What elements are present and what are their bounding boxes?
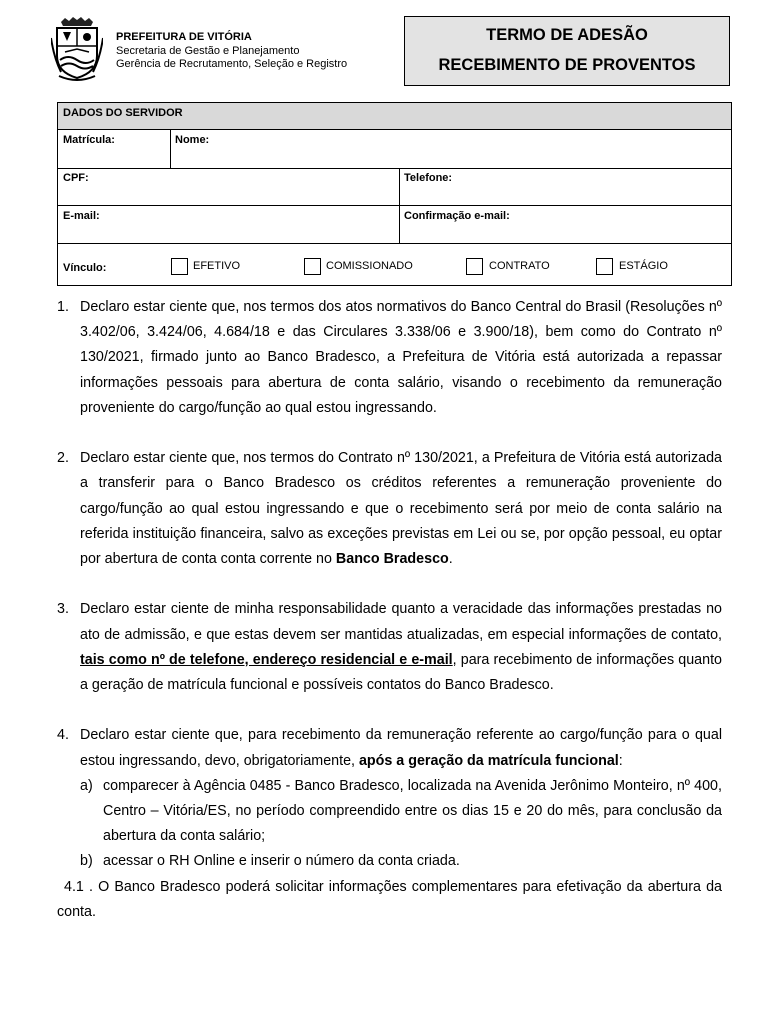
clause-number: 1.: [57, 299, 69, 315]
document-title: TERMO DE ADESÃO: [486, 26, 648, 44]
comissionado-label: COMISSIONADO: [326, 260, 413, 272]
telefone-field[interactable]: Telefone:: [404, 172, 453, 184]
form-section-title: DADOS DO SERVIDOR: [58, 103, 731, 129]
clause-text: Declaro estar ciente que, nos termos dos atos normativos do Banco Central do Brasil (Resoluções nº 3.402/06, 3.424/06, 4.684/18 e das Circulares 3.338/06 e 3.900/18), bem como do Contrato nº 130/2021, firmado junto ao Banco Bradesco, a Prefeitura de Vitória está autorizada a repassar informações pessoais para abertura de conta salário, visando o recebimento da remuneração proveniente do cargo/função ao qual estou ingressando.: [80, 299, 722, 416]
sub-item-letter: b): [80, 853, 93, 870]
contrato-checkbox[interactable]: [466, 258, 483, 275]
divider: [58, 205, 731, 206]
clause-4-1: 4.1 . O Banco Bradesco poderá solicitar informações complementares para efetivação da abertura da conta.: [57, 878, 722, 920]
division-name: Gerência de Recrutamento, Seleção e Registro: [116, 58, 348, 70]
clause-number: 4.: [57, 727, 69, 744]
estagio-label: ESTÁGIO: [619, 260, 668, 272]
matricula-emphasis: após a geração da matrícula funcional: [358, 752, 619, 769]
declaration-clauses: [57, 295, 722, 925]
clause-number: 2.: [57, 450, 69, 467]
clause-3: [57, 597, 722, 698]
vinculo-label: Vínculo:: [63, 262, 107, 274]
divider: [170, 129, 171, 168]
contrato-label: CONTRATO: [489, 260, 550, 272]
estagio-checkbox[interactable]: [596, 258, 613, 275]
employee-data-form: [57, 102, 732, 286]
clause-text-end: :: [618, 752, 623, 769]
organization-name: PREFEITURA DE VITÓRIA: [116, 31, 252, 43]
clause-text-end: .: [448, 551, 453, 568]
divider: [58, 129, 731, 130]
clause-4b: [57, 849, 722, 874]
divider: [399, 168, 400, 243]
sub-item-text: comparecer à Agência 0485 - Banco Bradesco, localizada na Avenida Jerônimo Monteiro, nº 400, Centro – Vitória/ES, no período compreendido entre os dias 15 e 20 do mês, para conclusão da abertura da conta salário;: [103, 777, 722, 845]
divider: [58, 168, 731, 169]
sub-item-text: acessar o RH Online e inserir o número da conta criada.: [103, 853, 460, 870]
clause-number: 3.: [57, 601, 69, 618]
clause-text-end: , para recebimento de informações quanto a geração de matrícula funcional e possíveis contatos do Banco Bradesco.: [80, 651, 722, 694]
comissionado-checkbox[interactable]: [304, 258, 321, 275]
clause-1: [57, 295, 722, 421]
document-title-box: [404, 16, 730, 86]
clause-4: [57, 723, 722, 773]
clause-text: Declaro estar ciente que, nos termos do Contrato nº 130/2021, a Prefeitura de Vitória está autorizada a transferir para o Banco Bradesco os créditos referentes a remuneração proveniente do cargo/função ao qual estou ingressando e que o recebimento será por meio de conta salário na referida instituição financeira, salvo as exceções previstas em Lei ou se, por opção pessoal, eu optar por abertura de conta conta corrente no: [80, 450, 722, 568]
department-name: Secretaria de Gestão e Planejamento: [116, 44, 300, 57]
clause-text: Declaro estar ciente que, para recebimento da remuneração referente ao cargo/função para o qual estou ingressando, devo, obrigatoriamente,: [80, 727, 722, 769]
document-subtitle: RECEBIMENTO DE PROVENTOS: [438, 56, 696, 74]
clause-4a: [57, 774, 722, 850]
matricula-field[interactable]: Matrícula:: [63, 134, 115, 146]
nome-field[interactable]: Nome:: [175, 134, 210, 146]
clause-text: Declaro estar ciente de minha responsabilidade quanto a veracidade das informações prestadas no ato de admissão, e que estas devem ser mantidas atualizadas, em especial informações de contato,: [80, 601, 722, 643]
efetivo-checkbox[interactable]: [171, 258, 188, 275]
email-field[interactable]: E-mail:: [63, 210, 100, 222]
bank-name-bold: Banco Bradesco: [335, 551, 449, 568]
divider: [58, 243, 731, 244]
document-header: [0, 0, 768, 100]
clause-2: [57, 446, 722, 572]
coat-of-arms-icon: [51, 16, 103, 82]
confirm-email-field[interactable]: Confirmação e-mail:: [404, 210, 510, 222]
cpf-field[interactable]: CPF:: [63, 172, 89, 184]
sub-item-letter: a): [80, 777, 93, 794]
organization-block: [116, 31, 347, 72]
contact-info-emphasis: tais como nº de telefone, endereço residencial e e-mail: [80, 651, 453, 668]
efetivo-label: EFETIVO: [193, 260, 241, 272]
